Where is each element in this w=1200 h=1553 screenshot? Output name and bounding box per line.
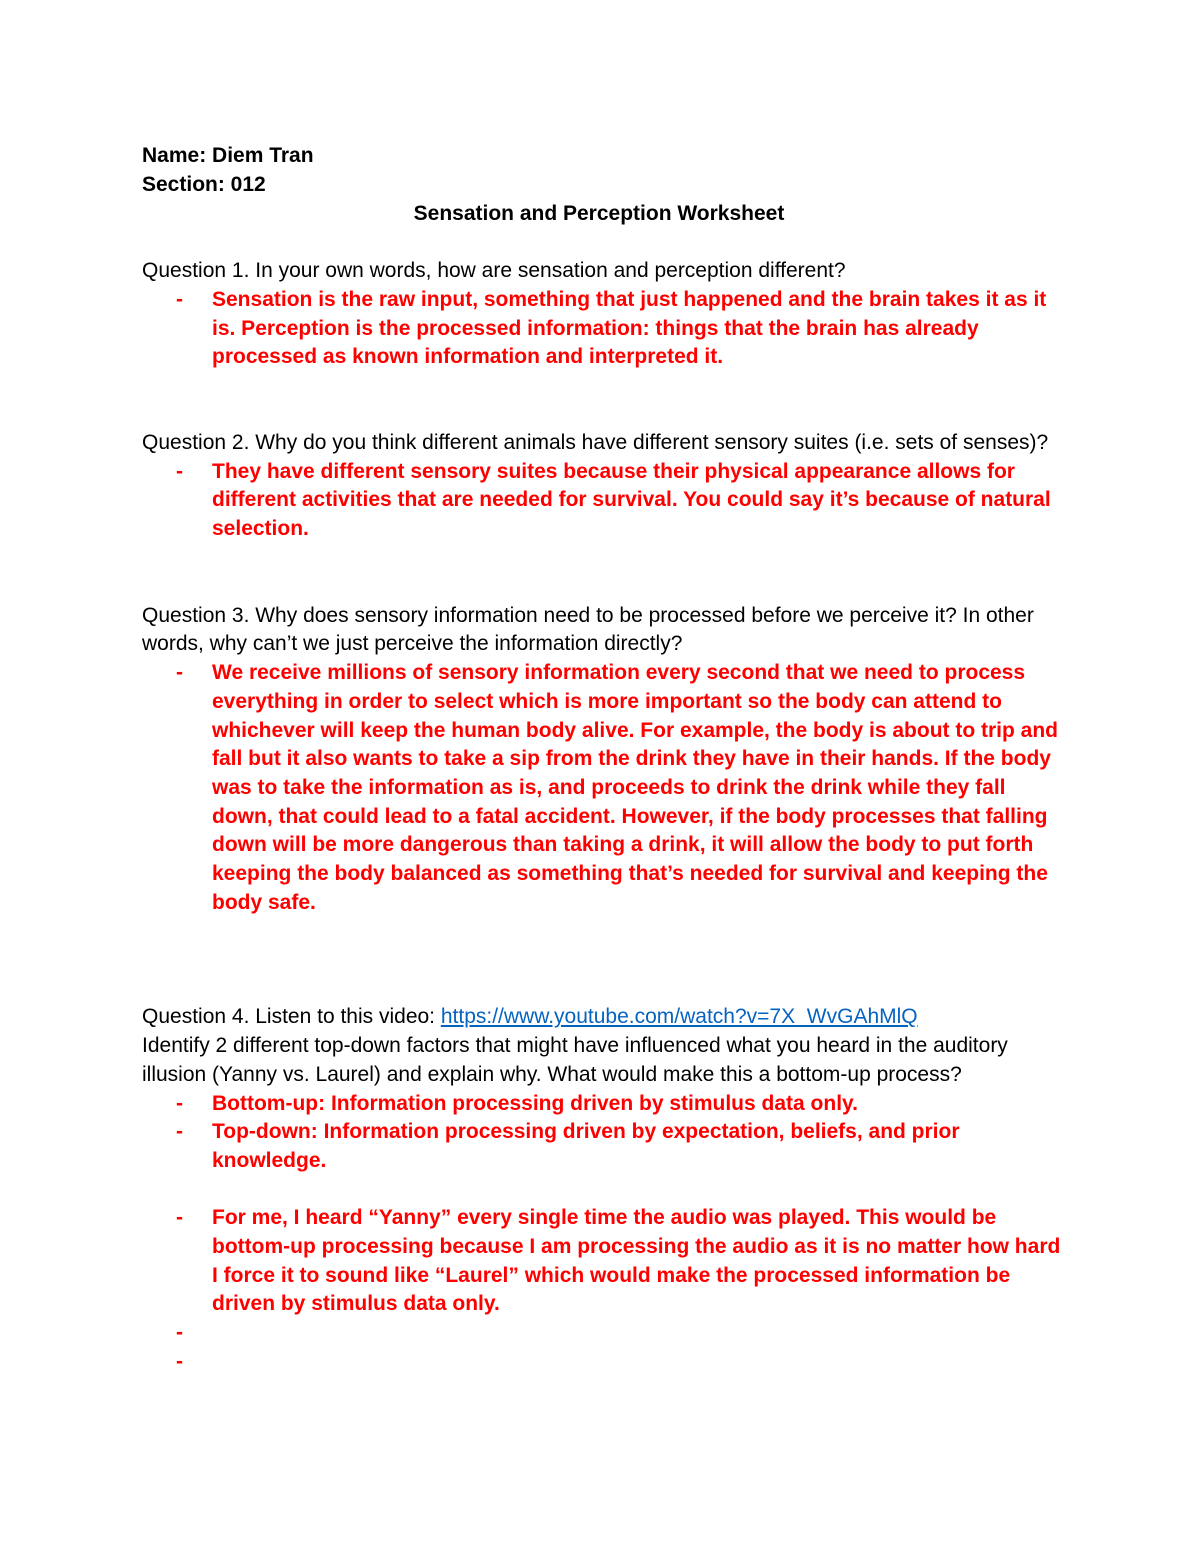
bullet-dash: - [176,661,183,685]
answer-item [142,458,1062,544]
bullet-dash: - [176,459,183,483]
answer-item [142,659,1062,917]
section-number: Section: 012 [142,172,266,196]
bullet-dash: - [176,1091,183,1115]
answer-text: Bottom-up: Information processing driven by stimulus data only. [212,1091,858,1115]
answer-item [142,1118,1062,1175]
question-4-answers [142,1090,1062,1377]
answer-text: Top-down: Information processing driven by expectation, beliefs, and prior knowledge. [212,1120,960,1172]
bullet-dash: - [176,1349,183,1373]
answer-item [142,1090,1062,1119]
question-4-block [142,1003,1062,1376]
youtube-video-link[interactable]: https://www.youtube.com/watch?v=7X_WvGAhMlQ [440,1005,918,1029]
bullet-dash: - [176,1321,183,1345]
empty-answer-item [142,1348,1062,1377]
question-4-prompt [142,1003,1062,1032]
worksheet-title: Sensation and Perception Worksheet [413,202,785,226]
student-name: Name: Diem Tran [142,144,314,167]
question-2-block [142,429,1062,544]
empty-answer-item [142,1319,1062,1348]
bullet-dash: - [176,287,183,311]
answer-item [142,1204,1062,1319]
worksheet-content [142,142,1062,1377]
answer-text: Sensation is the raw input, something that just happened and the brain takes it as it is. Perception is the processed information: things that the brain has already processed as known information and interpreted it. [212,287,1047,369]
question-4-prompt-prefix: Question 4. Listen to this video: [142,1005,441,1029]
question-2-prompt: Question 2. Why do you think different animals have different sensory suites (i.e. sets of senses)? [142,430,1049,454]
answer-text: They have different sensory suites because their physical appearance allows for different activities that are needed for survival. You could say it’s because of natural selection. [212,459,1051,541]
question-3-answers [142,659,1062,917]
question-1-answers [142,286,1062,372]
question-4-prompt-rest: Identify 2 different top-down factors that might have influenced what you heard in the auditory illusion (Yanny vs. Laurel) and explain why. What would make this a bottom-up process? [142,1034,1008,1086]
answer-item [142,286,1062,372]
question-3-block [142,602,1062,918]
answer-text: We receive millions of sensory information every second that we need to process everything in order to select which is more important so the body can attend to whichever will keep the human body alive. For example, the body is about to trip and fall but it also wants to take a sip from the drink they have in their hands. If the body was to take the information as is, and proceeds to drink the drink while they fall down, that could lead to a fatal accident. However, if the body processes that falling down will be more dangerous than taking a drink, it will allow the body to put forth keeping the body balanced as something that’s needed for survival and keeping the body safe. [212,661,1058,914]
question-3-prompt: Question 3. Why does sensory information need to be processed before we perceive it? In other words, why can’t we just perceive the information directly? [142,603,1034,656]
question-1-block [142,257,1062,372]
answer-text: For me, I heard “Yanny” every single time the audio was played. This would be bottom-up processing because I am processing the audio as it is no matter how hard I force it to sound like “Laurel” which would make the processed information be driven by stimulus data only. [212,1206,1061,1316]
question-1-prompt: Question 1. In your own words, how are sensation and perception different? [142,259,846,283]
question-2-answers [142,458,1062,544]
bullet-dash: - [176,1206,183,1230]
bullet-dash: - [176,1120,183,1144]
